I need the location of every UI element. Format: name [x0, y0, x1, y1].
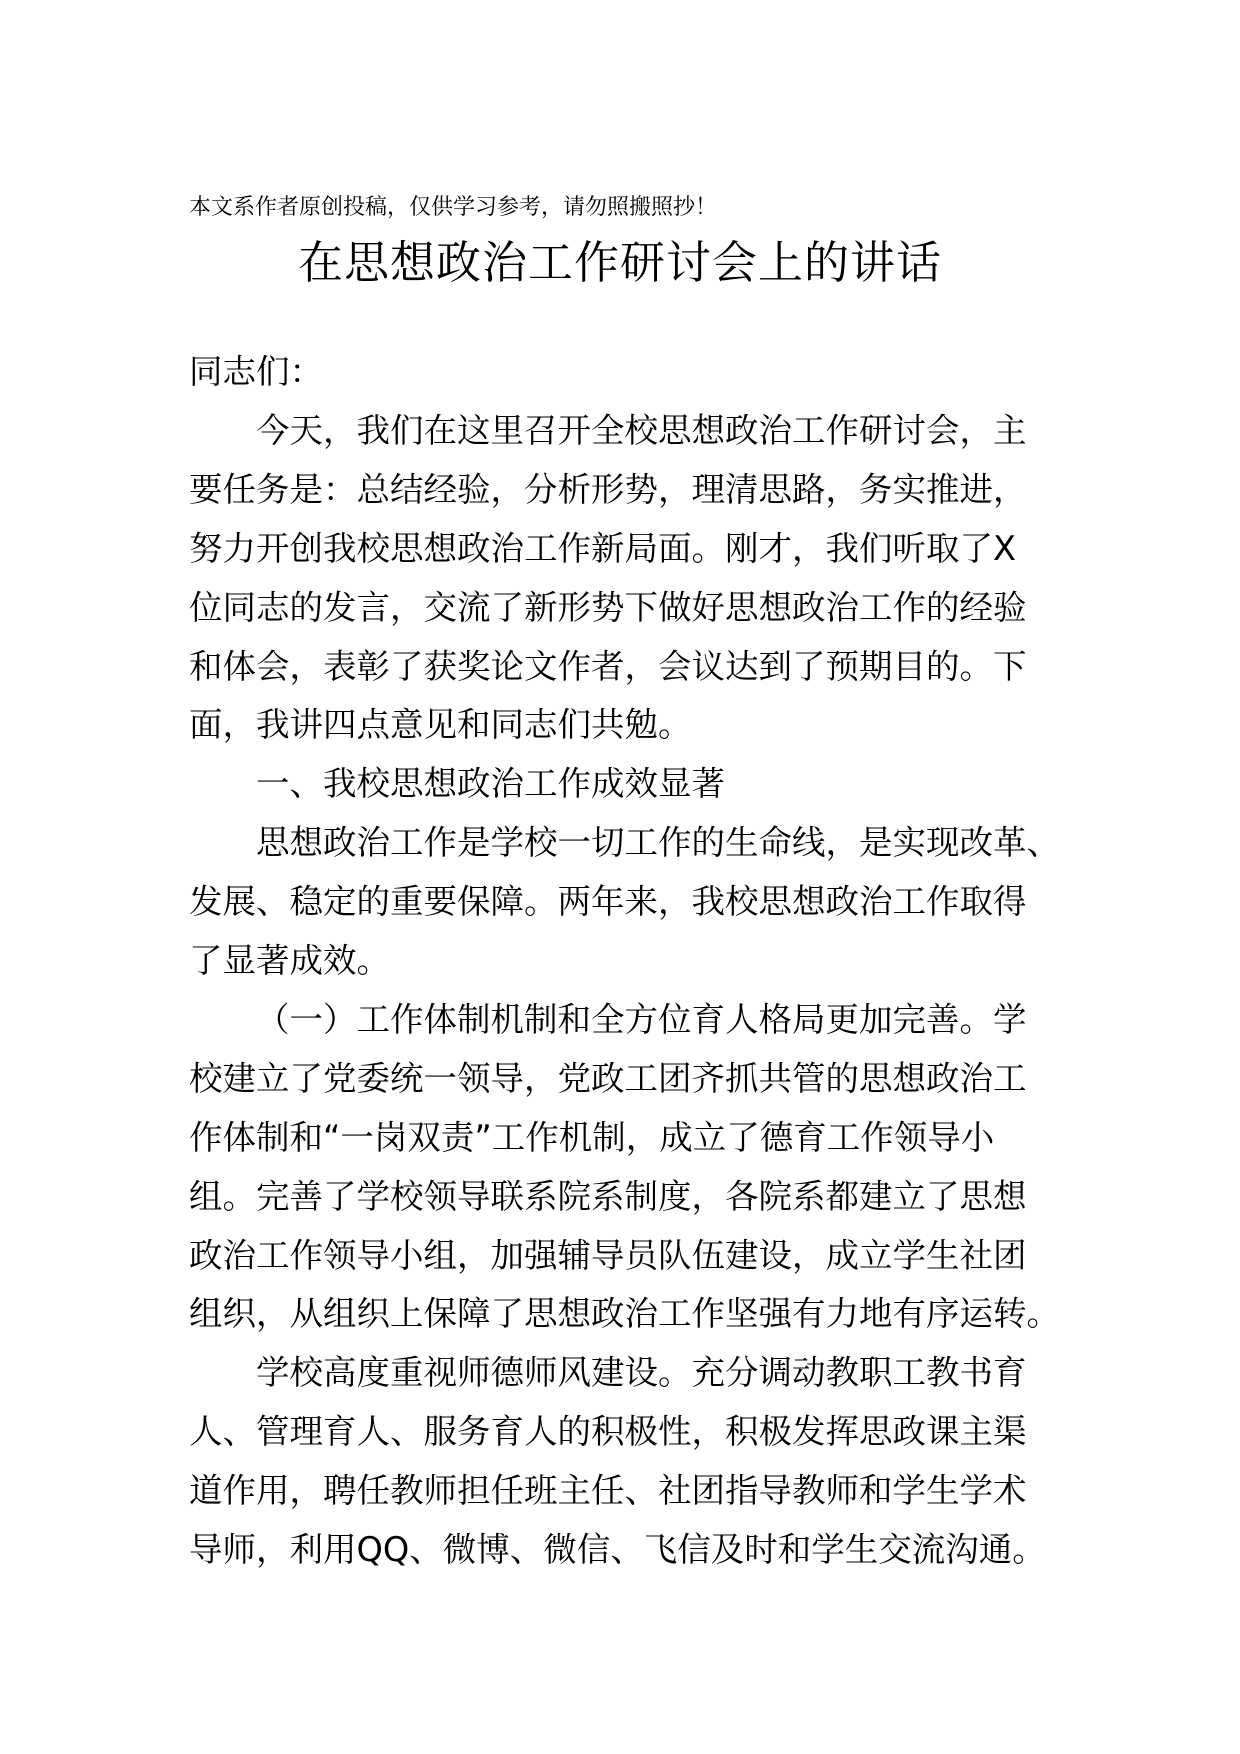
text-line: 和体会，表彰了获奖论文作者，会议达到了预期目的。下	[189, 646, 1027, 686]
text-line: 人、管理育人、服务育人的积极性，积极发挥思政课主渠	[189, 1412, 1027, 1452]
text-line: 道作用，聘任教师担任班主任、社团指导教师和学生学术	[189, 1471, 1027, 1511]
text-line: 作体制和“一岗双责”工作机制，成立了德育工作领导小	[189, 1117, 995, 1157]
text-line: 位同志的发言，交流了新形势下做好思想政治工作的经验	[189, 587, 1027, 627]
text-line: 一、我校思想政治工作成效显著	[256, 764, 725, 804]
document-title: 在思想政治工作研讨会上的讲话	[297, 236, 942, 289]
text-line: 思想政治工作是学校一切工作的生命线，是实现改革、	[256, 823, 1060, 863]
text-line: （一）工作体制机制和全方位育人格局更加完善。学	[256, 999, 1027, 1039]
text-line: 面，我讲四点意见和同志们共勉。	[189, 705, 692, 745]
text-line: 发展、稳定的重要保障。两年来，我校思想政治工作取得	[189, 882, 1027, 922]
text-line: 学校高度重视师德师风建设。充分调动教职工教书育	[256, 1353, 1027, 1393]
text-line: 努力开创我校思想政治工作新局面。刚才，我们听取了X	[189, 528, 1016, 568]
text-line: 导师，利用QQ、微博、微信、飞信及时和学生交流沟通。	[189, 1530, 1046, 1569]
text-line: 今天，我们在这里召开全校思想政治工作研讨会，主	[256, 410, 1027, 450]
text-line: 校建立了党委统一领导，党政工团齐抓共管的思想政治工	[189, 1058, 1027, 1098]
text-line: 政治工作领导小组，加强辅导员队伍建设，成立学生社团	[189, 1235, 1027, 1275]
text-line: 要任务是：总结经验，分析形势，理清思路，务实推进，	[189, 469, 1027, 509]
text-line: 同志们：	[189, 352, 323, 391]
text-line: 组织，从组织上保障了思想政治工作坚强有力地有序运转。	[189, 1294, 1060, 1334]
text-line: 了显著成效。	[189, 941, 390, 980]
copyright-note: 本文系作者原创投稿，仅供学习参考，请勿照搬照抄！	[189, 195, 718, 220]
text-line: 组。完善了学校领导联系院系制度，各院系都建立了思想	[189, 1176, 1027, 1216]
